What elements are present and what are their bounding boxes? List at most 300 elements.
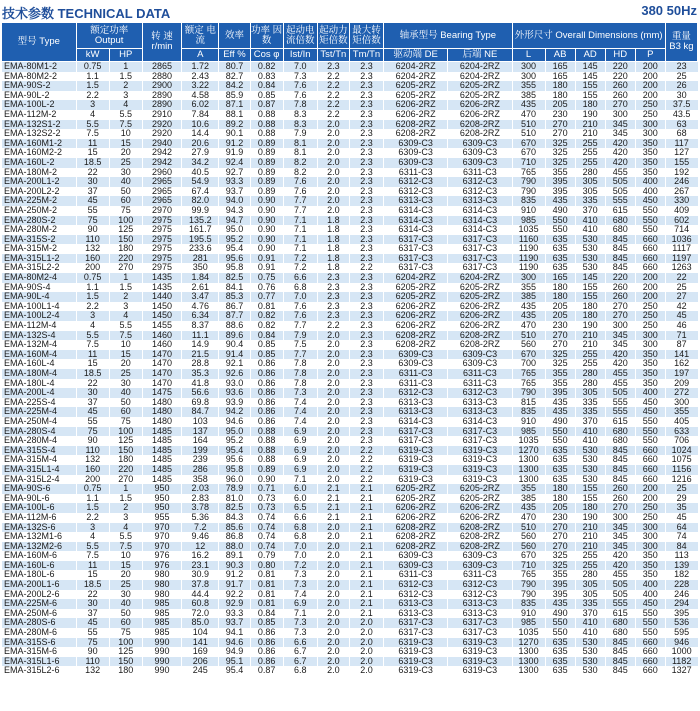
cell-dim-ab: 325: [545, 139, 575, 149]
cell-dim-ad: 280: [575, 570, 605, 580]
cell-type: EMA-200L2-6: [2, 590, 77, 600]
cell-bearing-ne: 6313-C3: [448, 599, 512, 609]
cell-kw: 5.5: [76, 542, 109, 552]
cell-current: 20.6: [182, 139, 219, 149]
cell-current: 7.2: [182, 523, 219, 533]
cell-type: EMA-160M2-2: [2, 148, 77, 158]
cell-power-factor: 0.79: [250, 551, 283, 561]
cell-power-factor: 0.83: [250, 72, 283, 82]
table-row: [2, 494, 698, 504]
cell-weight: 1263: [665, 263, 697, 273]
cell-dim-ad: 155: [575, 292, 605, 302]
table-body: [2, 62, 698, 677]
cell-dim-hd: 420: [605, 139, 635, 149]
cell-dim-ad: 370: [575, 206, 605, 216]
cell-bearing-ne: 6309-C3: [448, 359, 512, 369]
cell-dim-p: 350: [635, 379, 665, 389]
cell-bearing-de: 6204-2RZ: [384, 273, 448, 283]
cell-kw: 110: [76, 657, 109, 667]
cell-current: 14.4: [182, 129, 219, 139]
cell-dim-p: 250: [635, 503, 665, 513]
cell-speed: 985: [142, 599, 181, 609]
cell-efficiency: 81.0: [219, 494, 250, 504]
cell-kw: 2.2: [76, 513, 109, 523]
cell-dim-l: 1190: [512, 263, 545, 273]
cell-dim-ab: 395: [545, 388, 575, 398]
cell-kw: 7.5: [76, 340, 109, 350]
cell-kw: 200: [76, 263, 109, 273]
cell-dim-ad: 145: [575, 273, 605, 283]
cell-weight: 1182: [665, 657, 697, 667]
cell-dim-ab: 230: [545, 513, 575, 523]
table-row: [2, 283, 698, 293]
cell-dim-p: 450: [635, 407, 665, 417]
cell-speed: 1435: [142, 283, 181, 293]
cell-current: 6.34: [182, 311, 219, 321]
cell-dim-hd: 845: [605, 254, 635, 264]
cell-dim-l: 385: [512, 494, 545, 504]
cell-bearing-ne: 6205-2RZ: [448, 283, 512, 293]
cell-bearing-de: 6205-2RZ: [384, 292, 448, 302]
cell-weight: 1024: [665, 446, 697, 456]
cell-dim-p: 200: [635, 283, 665, 293]
cell-kw: 55: [76, 628, 109, 638]
cell-ist: 7.8: [283, 100, 317, 110]
cell-ist: 8.2: [283, 168, 317, 178]
cell-power-factor: 0.86: [250, 628, 283, 638]
cell-dim-ad: 410: [575, 618, 605, 628]
cell-efficiency: 84.3: [219, 513, 250, 523]
cell-bearing-ne: 6206-2RZ: [448, 503, 512, 513]
cell-kw: 45: [76, 196, 109, 206]
cell-type: EMA-90S-6: [2, 484, 77, 494]
cell-hp: 100: [109, 427, 142, 437]
cell-dim-hd: 420: [605, 158, 635, 168]
header-type: 型号 Type: [2, 23, 77, 62]
cell-dim-ab: 635: [545, 263, 575, 273]
cell-tst: 2.0: [317, 580, 349, 590]
table-row: [2, 359, 698, 369]
cell-bearing-de: 6309-C3: [384, 158, 448, 168]
cell-dim-p: 550: [635, 216, 665, 226]
cell-weight: 68: [665, 129, 697, 139]
cell-dim-p: 350: [635, 369, 665, 379]
cell-current: 2.03: [182, 484, 219, 494]
cell-efficiency: 85.6: [219, 523, 250, 533]
cell-bearing-ne: 6204-2RZ: [448, 72, 512, 82]
cell-speed: 2920: [142, 129, 181, 139]
cell-tst: 2.0: [317, 206, 349, 216]
cell-kw: 160: [76, 254, 109, 264]
cell-tm: 2.1: [349, 590, 383, 600]
cell-speed: 2940: [142, 139, 181, 149]
cell-type: EMA-315L1-4: [2, 465, 77, 475]
cell-dim-ab: 180: [545, 484, 575, 494]
cell-tst: 2.0: [317, 417, 349, 427]
cell-efficiency: 92.1: [219, 359, 250, 369]
cell-bearing-ne: 6309-C3: [448, 561, 512, 571]
cell-weight: 395: [665, 609, 697, 619]
cell-efficiency: 95.8: [219, 263, 250, 273]
cell-kw: 110: [76, 235, 109, 245]
cell-bearing-de: 6206-2RZ: [384, 311, 448, 321]
cell-bearing-ne: 6309-C3: [448, 148, 512, 158]
cell-dim-l: 985: [512, 618, 545, 628]
cell-bearing-ne: 6313-C3: [448, 609, 512, 619]
cell-bearing-ne: 6313-C3: [448, 196, 512, 206]
cell-kw: 90: [76, 647, 109, 657]
cell-efficiency: 80.7: [219, 62, 250, 72]
table-row: [2, 120, 698, 130]
cell-hp: 60: [109, 196, 142, 206]
cell-power-factor: 0.81: [250, 570, 283, 580]
cell-dim-l: 790: [512, 187, 545, 197]
cell-dim-hd: 420: [605, 350, 635, 360]
cell-speed: 1470: [142, 350, 181, 360]
cell-bearing-de: 6208-2RZ: [384, 532, 448, 542]
cell-dim-ab: 270: [545, 523, 575, 533]
cell-dim-l: 435: [512, 503, 545, 513]
cell-dim-ad: 335: [575, 196, 605, 206]
cell-ist: 7.4: [283, 398, 317, 408]
cell-ist: 6.8: [283, 283, 317, 293]
cell-tst: 2.0: [317, 475, 349, 485]
cell-current: 169: [182, 647, 219, 657]
cell-dim-p: 400: [635, 580, 665, 590]
cell-bearing-ne: 6317-C3: [448, 263, 512, 273]
cell-dim-l: 1190: [512, 254, 545, 264]
cell-dim-hd: 300: [605, 110, 635, 120]
cell-efficiency: 92.7: [219, 168, 250, 178]
cell-tm: 2.2: [349, 446, 383, 456]
table-row: [2, 196, 698, 206]
cell-kw: 22: [76, 379, 109, 389]
cell-dim-l: 300: [512, 62, 545, 72]
cell-tm: 2.3: [349, 302, 383, 312]
cell-speed: 990: [142, 647, 181, 657]
cell-tm: 2.1: [349, 494, 383, 504]
cell-dim-l: 510: [512, 331, 545, 341]
cell-dim-hd: 680: [605, 216, 635, 226]
cell-current: 1.72: [182, 62, 219, 72]
cell-tm: 2.1: [349, 484, 383, 494]
cell-power-factor: 0.88: [250, 129, 283, 139]
cell-dim-l: 910: [512, 206, 545, 216]
cell-weight: 192: [665, 168, 697, 178]
header-current-unit: A: [182, 49, 219, 62]
cell-dim-ab: 435: [545, 407, 575, 417]
cell-dim-ab: 165: [545, 72, 575, 82]
cell-power-factor: 0.76: [250, 283, 283, 293]
cell-dim-p: 400: [635, 177, 665, 187]
cell-tm: 2.3: [349, 436, 383, 446]
cell-dim-l: 790: [512, 580, 545, 590]
cell-hp: 50: [109, 187, 142, 197]
cell-weight: 1216: [665, 475, 697, 485]
cell-kw: 7.5: [76, 551, 109, 561]
cell-dim-p: 200: [635, 62, 665, 72]
cell-tst: 2.3: [317, 311, 349, 321]
cell-dim-ad: 530: [575, 244, 605, 254]
cell-kw: 1.5: [76, 292, 109, 302]
cell-dim-hd: 300: [605, 321, 635, 331]
cell-weight: 1117: [665, 244, 697, 254]
cell-dim-hd: 615: [605, 417, 635, 427]
cell-type: EMA-315S-2: [2, 235, 77, 245]
cell-dim-ad: 255: [575, 359, 605, 369]
cell-dim-ad: 255: [575, 561, 605, 571]
cell-dim-hd: 420: [605, 551, 635, 561]
cell-power-factor: 0.74: [250, 523, 283, 533]
cell-dim-p: 300: [635, 542, 665, 552]
cell-tm: 2.3: [349, 177, 383, 187]
table-row: [2, 465, 698, 475]
cell-bearing-de: 6208-2RZ: [384, 331, 448, 341]
cell-type: EMA-90L-6: [2, 494, 77, 504]
cell-weight: 409: [665, 206, 697, 216]
cell-tst: 2.0: [317, 542, 349, 552]
table-row: [2, 216, 698, 226]
cell-kw: 3: [76, 523, 109, 533]
cell-current: 2.61: [182, 283, 219, 293]
cell-bearing-ne: 6311-C3: [448, 379, 512, 389]
cell-dim-p: 550: [635, 609, 665, 619]
cell-ist: 6.7: [283, 647, 317, 657]
cell-tst: 2.0: [317, 120, 349, 130]
cell-power-factor: 0.74: [250, 542, 283, 552]
cell-tst: 2.2: [317, 110, 349, 120]
cell-dim-ab: 325: [545, 350, 575, 360]
cell-dim-hd: 505: [605, 388, 635, 398]
cell-ist: 6.6: [283, 513, 317, 523]
cell-weight: 45: [665, 311, 697, 321]
cell-dim-l: 670: [512, 350, 545, 360]
cell-speed: 990: [142, 657, 181, 667]
cell-bearing-de: 6309-C3: [384, 350, 448, 360]
cell-dim-hd: 845: [605, 455, 635, 465]
cell-bearing-de: 6317-C3: [384, 628, 448, 638]
cell-ist: 6.8: [283, 523, 317, 533]
cell-dim-ad: 155: [575, 494, 605, 504]
cell-dim-hd: 615: [605, 609, 635, 619]
cell-dim-p: 450: [635, 196, 665, 206]
cell-tm: 2.3: [349, 350, 383, 360]
cell-tm: 2.1: [349, 503, 383, 513]
cell-dim-hd: 420: [605, 561, 635, 571]
cell-kw: 1.5: [76, 81, 109, 91]
cell-hp: 220: [109, 254, 142, 264]
cell-bearing-de: 6313-C3: [384, 196, 448, 206]
cell-hp: 7.5: [109, 331, 142, 341]
cell-kw: 75: [76, 216, 109, 226]
cell-dim-l: 765: [512, 369, 545, 379]
cell-kw: 3: [76, 311, 109, 321]
table-row: [2, 427, 698, 437]
cell-current: 199: [182, 446, 219, 456]
cell-dim-ab: 355: [545, 369, 575, 379]
cell-dim-p: 660: [635, 235, 665, 245]
cell-tst: 2.0: [317, 465, 349, 475]
voltage-frequency-label: 380 50Hz: [641, 3, 697, 18]
cell-bearing-ne: 6317-C3: [448, 254, 512, 264]
table-row: [2, 72, 698, 82]
cell-dim-ab: 550: [545, 427, 575, 437]
cell-efficiency: 85.3: [219, 292, 250, 302]
cell-type: EMA-112M-4: [2, 321, 77, 331]
cell-dim-l: 1300: [512, 647, 545, 657]
cell-type: EMA-225M-4: [2, 407, 77, 417]
cell-tm: 2.3: [349, 216, 383, 226]
cell-dim-ad: 305: [575, 388, 605, 398]
header-efficiency: 效率: [219, 23, 250, 49]
cell-weight: 25: [665, 72, 697, 82]
cell-dim-ab: 635: [545, 254, 575, 264]
cell-dim-hd: 345: [605, 340, 635, 350]
cell-power-factor: 0.90: [250, 225, 283, 235]
cell-current: 9.46: [182, 532, 219, 542]
cell-weight: 64: [665, 523, 697, 533]
cell-bearing-ne: 6314-C3: [448, 206, 512, 216]
cell-dim-hd: 845: [605, 235, 635, 245]
cell-tm: 2.3: [349, 244, 383, 254]
cell-dim-l: 385: [512, 91, 545, 101]
table-row: [2, 398, 698, 408]
cell-dim-ab: 325: [545, 561, 575, 571]
cell-weight: 26: [665, 81, 697, 91]
cell-dim-ad: 210: [575, 129, 605, 139]
cell-efficiency: 82.7: [219, 72, 250, 82]
cell-dim-ab: 635: [545, 465, 575, 475]
cell-speed: 1485: [142, 436, 181, 446]
cell-dim-ab: 270: [545, 120, 575, 130]
cell-kw: 132: [76, 244, 109, 254]
cell-tm: 2.3: [349, 379, 383, 389]
cell-bearing-de: 6314-C3: [384, 216, 448, 226]
cell-current: 3.78: [182, 503, 219, 513]
table-row: [2, 321, 698, 331]
cell-weight: 536: [665, 618, 697, 628]
table-row: [2, 91, 698, 101]
cell-type: EMA-225M-6: [2, 599, 77, 609]
cell-kw: 11: [76, 350, 109, 360]
cell-efficiency: 94.2: [219, 407, 250, 417]
cell-weight: 1075: [665, 455, 697, 465]
cell-efficiency: 91.9: [219, 148, 250, 158]
cell-type: EMA-200L1-6: [2, 580, 77, 590]
cell-kw: 11: [76, 561, 109, 571]
cell-efficiency: 78.9: [219, 484, 250, 494]
cell-bearing-de: 6312-C3: [384, 590, 448, 600]
cell-dim-ad: 410: [575, 628, 605, 638]
cell-bearing-ne: 6206-2RZ: [448, 302, 512, 312]
cell-dim-ad: 255: [575, 158, 605, 168]
cell-tst: 2.2: [317, 91, 349, 101]
cell-efficiency: 94.1: [219, 628, 250, 638]
cell-bearing-de: 6206-2RZ: [384, 321, 448, 331]
cell-bearing-de: 6311-C3: [384, 168, 448, 178]
cell-dim-hd: 455: [605, 369, 635, 379]
cell-dim-ab: 635: [545, 244, 575, 254]
cell-tst: 2.0: [317, 340, 349, 350]
cell-efficiency: 93.9: [219, 398, 250, 408]
cell-current: 4.58: [182, 91, 219, 101]
cell-weight: 1036: [665, 235, 697, 245]
cell-ist: 7.8: [283, 369, 317, 379]
cell-power-factor: 0.80: [250, 561, 283, 571]
cell-tst: 2.0: [317, 158, 349, 168]
cell-ist: 6.0: [283, 494, 317, 504]
cell-ist: 7.7: [283, 196, 317, 206]
cell-dim-hd: 845: [605, 244, 635, 254]
cell-current: 84.7: [182, 407, 219, 417]
cell-dim-ad: 190: [575, 321, 605, 331]
header-power-factor-unit: Cos φ: [250, 49, 283, 62]
cell-type: EMA-160L-6: [2, 561, 77, 571]
cell-speed: 1485: [142, 427, 181, 437]
cell-weight: 246: [665, 590, 697, 600]
cell-dim-ab: 550: [545, 436, 575, 446]
cell-dim-hd: 555: [605, 407, 635, 417]
cell-bearing-ne: 6204-2RZ: [448, 273, 512, 283]
cell-type: EMA-100L2-4: [2, 311, 77, 321]
cell-type: EMA-315S-4: [2, 446, 77, 456]
cell-hp: 150: [109, 235, 142, 245]
cell-kw: 2.2: [76, 302, 109, 312]
cell-bearing-de: 6208-2RZ: [384, 340, 448, 350]
cell-ist: 8.2: [283, 158, 317, 168]
table-row: [2, 177, 698, 187]
cell-power-factor: 0.86: [250, 647, 283, 657]
cell-weight: 300: [665, 398, 697, 408]
cell-ist: 7.5: [283, 340, 317, 350]
cell-dim-hd: 345: [605, 542, 635, 552]
cell-speed: 976: [142, 551, 181, 561]
cell-type: EMA-280M-4: [2, 436, 77, 446]
cell-dim-p: 660: [635, 638, 665, 648]
cell-current: 161.7: [182, 225, 219, 235]
cell-hp: 20: [109, 148, 142, 158]
table-row: [2, 542, 698, 552]
cell-dim-ad: 530: [575, 638, 605, 648]
cell-bearing-de: 6319-C3: [384, 465, 448, 475]
cell-tst: 2.0: [317, 570, 349, 580]
cell-efficiency: 95.0: [219, 225, 250, 235]
cell-bearing-ne: 6319-C3: [448, 647, 512, 657]
cell-kw: 15: [76, 570, 109, 580]
cell-bearing-ne: 6313-C3: [448, 398, 512, 408]
cell-hp: 125: [109, 647, 142, 657]
cell-dim-ab: 325: [545, 359, 575, 369]
cell-speed: 1470: [142, 369, 181, 379]
table-row: [2, 666, 698, 676]
cell-dim-l: 985: [512, 216, 545, 226]
header-ist-unit: Ist/In: [283, 49, 317, 62]
cell-tm: 2.3: [349, 407, 383, 417]
cell-efficiency: 93.7: [219, 187, 250, 197]
cell-hp: 150: [109, 446, 142, 456]
cell-dim-ad: 180: [575, 311, 605, 321]
cell-bearing-ne: 6319-C3: [448, 465, 512, 475]
cell-dim-l: 560: [512, 340, 545, 350]
cell-bearing-de: 6204-2RZ: [384, 62, 448, 72]
cell-dim-ad: 145: [575, 72, 605, 82]
cell-current: 3.22: [182, 81, 219, 91]
cell-ist: 7.6: [283, 302, 317, 312]
cell-tm: 2.3: [349, 129, 383, 139]
cell-tst: 2.0: [317, 532, 349, 542]
cell-hp: 5.5: [109, 532, 142, 542]
cell-bearing-de: 6313-C3: [384, 599, 448, 609]
